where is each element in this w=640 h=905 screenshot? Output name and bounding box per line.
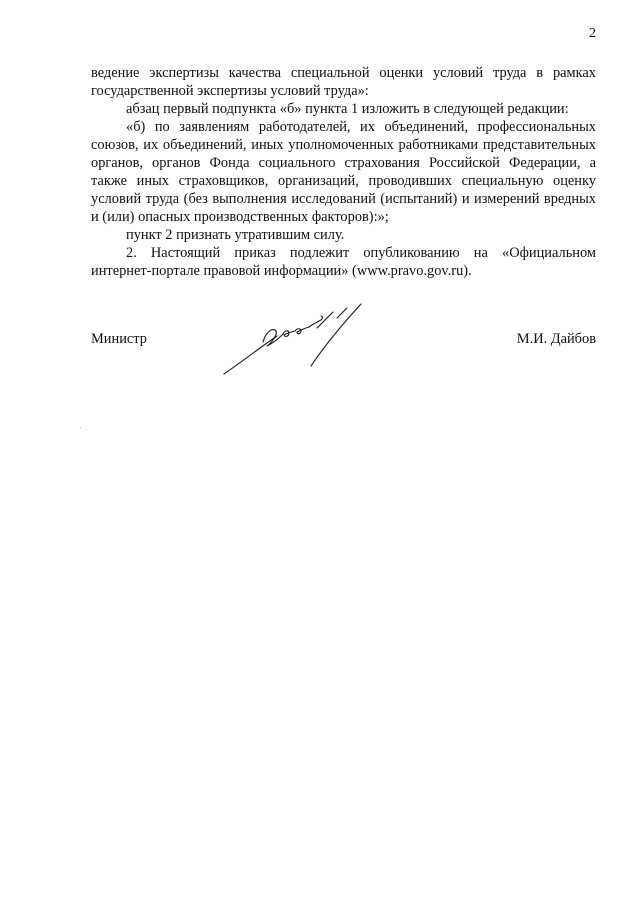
scan-speck [80, 427, 81, 428]
signature-block [91, 298, 596, 388]
paragraph-repeal: пункт 2 признать утратившим силу. [126, 227, 345, 243]
paragraph-amendment-intro: абзац первый подпункта «б» пункта 1 изложить в следующей редакции: [126, 101, 569, 117]
paragraph-amendment-text: «б) по заявлениям работодателей, их объединений, профессиональных союзов, их объединений, иных уполномоченных работниками представительных органов, органов Фонда социального страхования Российской Федерации, а также иных страховщиков, организаций, проводивших специальную оценку условий труда (без выполнения исследований (испытаний) и измерений вредных и (или) опасных производственных факторов):»; [91, 119, 596, 225]
page-number: 2 [589, 26, 596, 41]
signatory-name: М.И. Дайбов [516, 331, 596, 347]
signatory-title: Министр [91, 331, 147, 347]
paragraph-continuation: ведение экспертизы качества специальной оценки условий труда в рамках государственной экспертизы условий труда»: [91, 65, 596, 99]
paragraph-publication: 2. Настоящий приказ подлежит опубликованию на «Официальном интернет-портале правовой информации» (www.pravo.gov.ru). [91, 245, 596, 279]
document-body [91, 64, 596, 280]
handwritten-signature [219, 298, 369, 378]
